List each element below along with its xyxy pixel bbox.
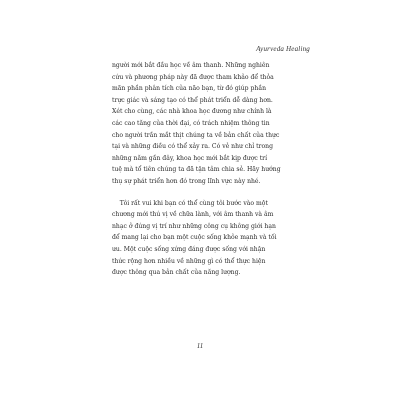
page-number: 11: [196, 342, 204, 350]
body-text: [112, 60, 288, 279]
text-line: nhạc ở đúng vị trí như những công cụ không giới hạn: [112, 222, 276, 230]
text-line: cứu và phương pháp này đã được tham khảo để thỏa: [112, 73, 274, 81]
text-line: thức rộng hơn nhiều về những gì có thể thực hiện: [112, 257, 266, 265]
text-line: để mang lại cho bạn một cuộc sống khỏe mạnh và tối: [112, 234, 277, 242]
text-line: người mới bắt đầu học về âm thanh. Những nghiên: [112, 62, 270, 69]
text-line: các cao tăng của thời đại, có trách nhiệm thông tin: [112, 119, 270, 127]
text-line: những năm gần đây, khoa học mới bắt kịp được trí: [112, 154, 268, 162]
text-line: trực giác và sáng tạo có thể phát triển dễ dàng hơn.: [112, 96, 273, 104]
text-line: tuệ mà tổ tiên chúng ta đã tận tâm chia sẻ. Hãy hướng: [112, 166, 281, 174]
text-line: chương mới thú vị về chữa lành, với âm thanh và âm: [112, 211, 274, 219]
text-line: thụ sự phát triển hơn đó trong lĩnh vực này nhé.: [112, 177, 261, 185]
text-line: mãn phần phân tích của não bạn, từ đó giúp phần: [112, 85, 267, 93]
paragraph-2: [112, 198, 288, 279]
text-line: Xét cho cùng, các nhà khoa học đương như chính là: [112, 108, 272, 116]
text-line: Tôi rất vui khi bạn có thể cùng tôi bước vào một: [112, 199, 268, 207]
text-line: ưu. Một cuộc sống xứng đáng được sống với nhận: [112, 245, 266, 253]
paragraph-gap: [112, 188, 288, 198]
text-line: tại và những điều có thể xảy ra. Có vẻ như chỉ trong: [112, 143, 273, 151]
text-line: được thông qua bản chất của năng lượng.: [112, 269, 241, 277]
paragraph-1: [112, 60, 288, 188]
text-line: cho người trần mắt thịt chúng ta về bản chất của thực: [112, 131, 280, 139]
running-head: Ayurveda Healing: [256, 45, 310, 53]
